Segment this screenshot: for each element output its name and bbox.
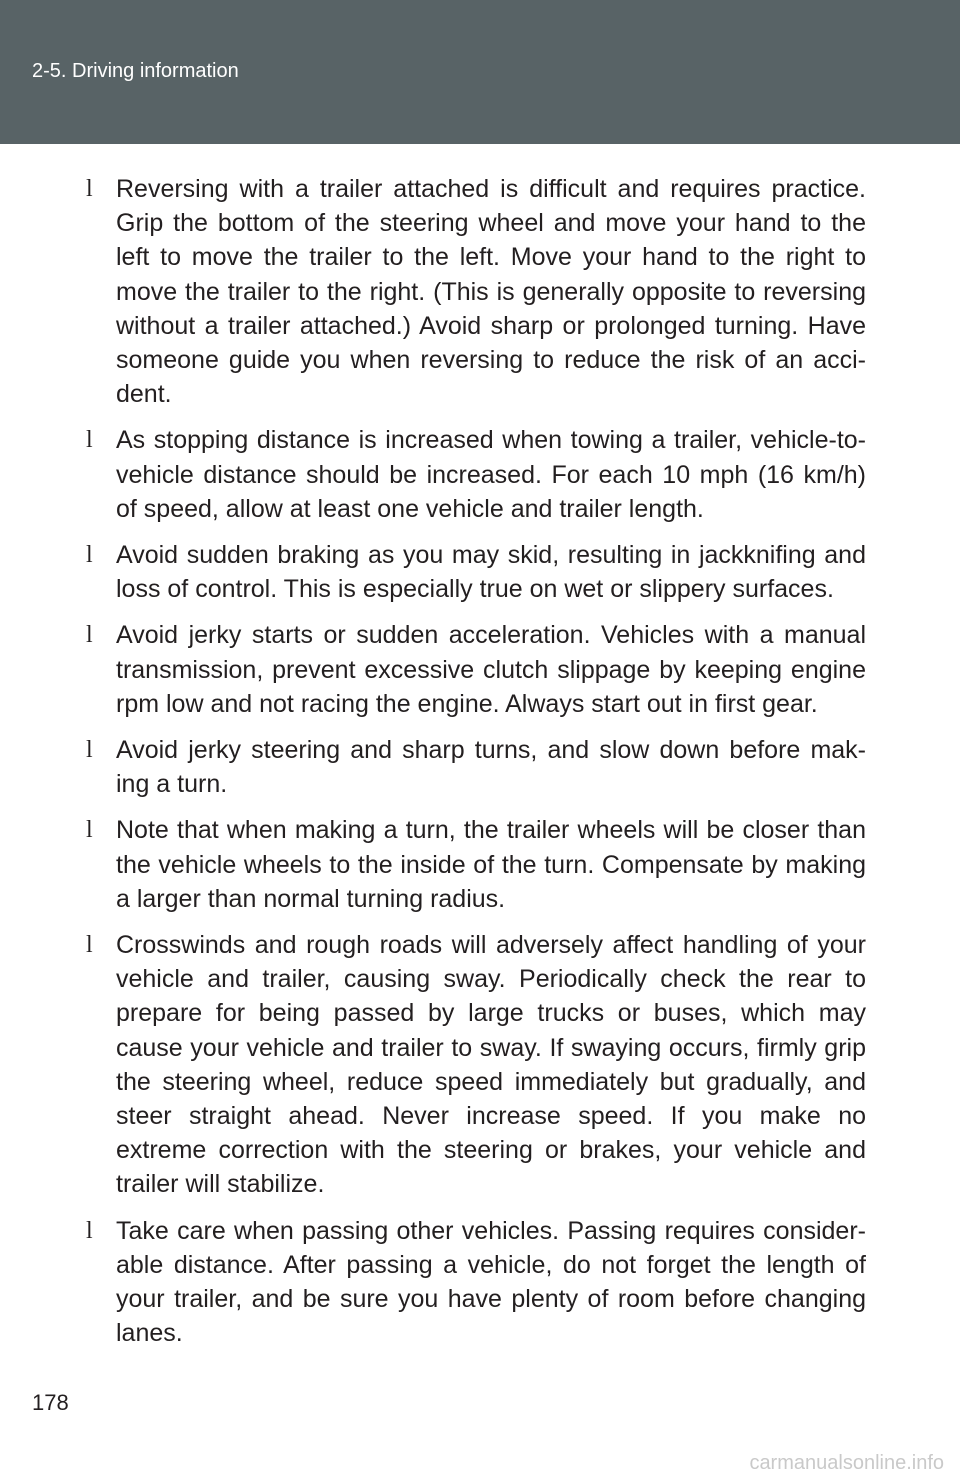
list-item (84, 423, 866, 526)
bullet-icon: l (86, 737, 93, 764)
bullet-icon: l (86, 1217, 93, 1244)
page-header (0, 0, 960, 144)
bullet-icon: l (86, 427, 93, 454)
list-item-text: Take care when passing other vehicles. Passing requires consider-able distance. After passing a vehicle, do not forget the length of your trailer, and be sure you have plenty of room before changing lanes. (116, 1216, 866, 1348)
list-item (84, 733, 866, 801)
section-title: 2-5. Driving information (32, 60, 239, 82)
list-item-text: Crosswinds and rough roads will adversely affect handling of your vehicle and trailer, causing sway. Periodically check the rear to prepare for being passed by large trucks or buses, which may cause your vehicle and trailer to sway. If swaying occurs, firmly grip the steering wheel, reduce speed immediately but gradually, and steer straight ahead. Never increase speed. If you make no extreme correction with the steering or brakes, your vehicle and trailer will stabilize. (116, 931, 866, 1199)
list-item-text: Avoid sudden braking as you may skid, resulting in jackknifing and loss of control. This is especially true on wet or slippery surfaces. (116, 541, 866, 604)
bullet-icon: l (86, 817, 93, 844)
list-item (84, 172, 866, 411)
list-item-text: Avoid jerky starts or sudden acceleration. Vehicles with a manual transmission, prevent excessive clutch slippage by keeping engine rpm low and not racing the engine. Always start out in first gear. (116, 621, 866, 718)
list-item-text: Reversing with a trailer attached is difficult and requires practice. Grip the bottom of the steering wheel and move your hand to the left to move the trailer to the left. Move your hand to the right to move the trailer to the right. (This is generally opposite to reversing without a trailer attached.) Avoid sharp or prolonged turning. Have someone guide you when reversing to reduce the risk of an acci-dent. (116, 175, 866, 409)
list-item-text: As stopping distance is increased when towing a trailer, vehicle-to-vehicle distance should be increased. For each 10 mph (16 km/h) of speed, allow at least one vehicle and trailer length. (116, 426, 866, 523)
bullet-icon: l (86, 932, 93, 959)
bullet-icon: l (86, 622, 93, 649)
watermark: carmanualsonline.info (749, 1452, 944, 1474)
list-item (84, 813, 866, 916)
list-item (84, 928, 866, 1202)
page-number: 178 (32, 1390, 69, 1415)
list-item-text: Note that when making a turn, the trailer wheels will be closer than the vehicle wheels to the inside of the turn. Compensate by making a larger than normal turning radius. (116, 816, 866, 913)
list-item (84, 618, 866, 721)
page-content (84, 172, 866, 1363)
list-item (84, 538, 866, 606)
list-item (84, 1214, 866, 1351)
bullet-icon: l (86, 176, 93, 202)
bullet-icon: l (86, 542, 93, 569)
list-item-text: Avoid jerky steering and sharp turns, and slow down before mak-ing a turn. (116, 736, 866, 799)
